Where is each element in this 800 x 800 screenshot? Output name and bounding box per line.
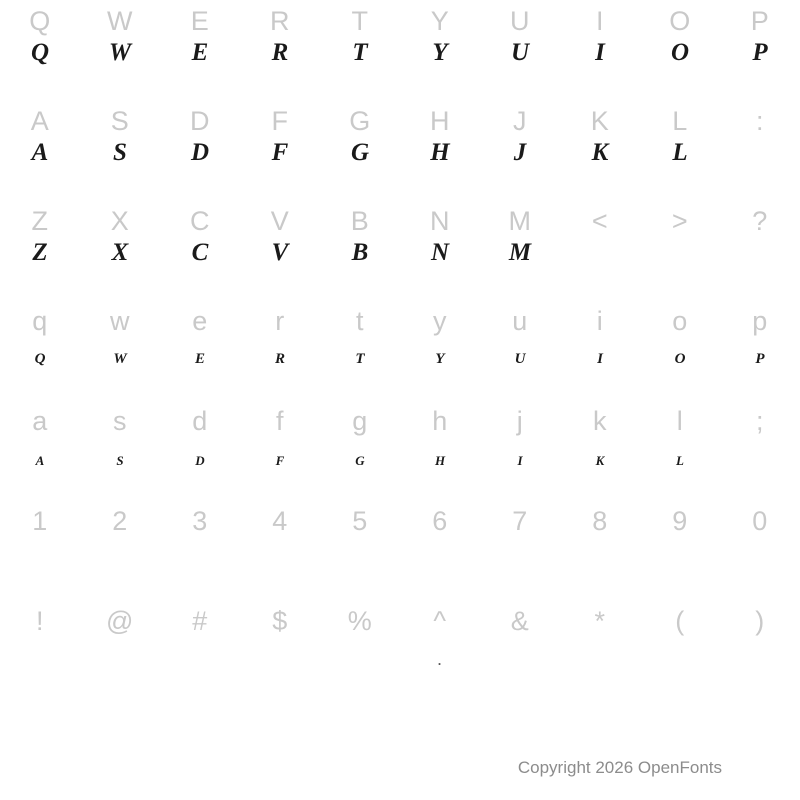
character-glyph-sample: L bbox=[676, 453, 684, 468]
specimen-cell bbox=[80, 200, 160, 300]
character-glyph-sample: V bbox=[271, 239, 289, 266]
character-key-label: k bbox=[593, 406, 607, 436]
specimen-cell bbox=[720, 600, 800, 700]
specimen-cell bbox=[720, 100, 800, 200]
specimen-cell bbox=[480, 300, 560, 400]
character-glyph-sample: Z bbox=[32, 239, 48, 266]
character-glyph-sample: J bbox=[513, 139, 527, 166]
character-key-label: a bbox=[32, 406, 48, 436]
character-key-label: u bbox=[512, 306, 528, 336]
character-glyph-sample: S bbox=[116, 453, 124, 468]
specimen-cell bbox=[400, 600, 480, 700]
character-key-label: D bbox=[190, 106, 210, 136]
specimen-cell bbox=[80, 600, 160, 700]
specimen-cell bbox=[160, 300, 240, 400]
specimen-cell bbox=[400, 300, 480, 400]
specimen-cell bbox=[720, 500, 800, 600]
character-glyph-sample: Y bbox=[432, 39, 448, 66]
specimen-cell bbox=[240, 500, 320, 600]
specimen-cell bbox=[160, 400, 240, 500]
specimen-row bbox=[0, 0, 800, 100]
character-glyph-sample: W bbox=[113, 351, 127, 367]
character-key-label: ( bbox=[675, 606, 685, 636]
character-glyph-sample: K bbox=[591, 139, 609, 166]
specimen-cell bbox=[80, 500, 160, 600]
character-glyph-sample: R bbox=[274, 351, 285, 367]
character-key-label: i bbox=[596, 306, 604, 336]
specimen-cell bbox=[240, 200, 320, 300]
character-key-label: w bbox=[110, 306, 130, 336]
specimen-cell bbox=[560, 200, 640, 300]
specimen-cell bbox=[160, 600, 240, 700]
character-glyph-sample: G bbox=[350, 139, 370, 166]
character-key-label: y bbox=[433, 306, 447, 336]
specimen-cell bbox=[720, 200, 800, 300]
character-key-label: & bbox=[510, 606, 530, 636]
character-key-label: % bbox=[347, 606, 373, 636]
specimen-row bbox=[0, 500, 800, 600]
character-key-label: j bbox=[516, 406, 524, 436]
character-key-label: 8 bbox=[592, 506, 608, 536]
character-key-label: O bbox=[669, 6, 691, 36]
specimen-cell bbox=[480, 0, 560, 100]
character-key-label: 0 bbox=[752, 506, 768, 536]
specimen-cell bbox=[80, 100, 160, 200]
specimen-cell bbox=[480, 100, 560, 200]
specimen-cell bbox=[480, 600, 560, 700]
specimen-cell bbox=[720, 400, 800, 500]
character-key-label: * bbox=[594, 606, 606, 636]
character-key-label: g bbox=[352, 406, 368, 436]
character-key-label: E bbox=[190, 6, 210, 36]
character-glyph-sample: E bbox=[191, 39, 209, 66]
character-key-label: 4 bbox=[272, 506, 288, 536]
specimen-cell bbox=[480, 200, 560, 300]
character-key-label: X bbox=[110, 206, 130, 236]
character-glyph-sample: U bbox=[514, 351, 526, 367]
specimen-cell bbox=[0, 500, 80, 600]
character-key-label: $ bbox=[272, 606, 288, 636]
character-key-label: 5 bbox=[352, 506, 368, 536]
specimen-cell bbox=[720, 0, 800, 100]
character-key-label: Q bbox=[29, 6, 51, 36]
specimen-row bbox=[0, 200, 800, 300]
character-glyph-sample: D bbox=[195, 453, 205, 468]
specimen-cell bbox=[400, 0, 480, 100]
specimen-cell bbox=[240, 0, 320, 100]
specimen-cell bbox=[80, 300, 160, 400]
character-key-label: L bbox=[672, 106, 688, 136]
character-key-label: 7 bbox=[512, 506, 528, 536]
character-key-label: q bbox=[32, 306, 48, 336]
specimen-cell bbox=[160, 500, 240, 600]
character-key-label: R bbox=[270, 6, 290, 36]
specimen-cell bbox=[320, 300, 400, 400]
character-key-label: 3 bbox=[192, 506, 208, 536]
specimen-cell bbox=[320, 500, 400, 600]
specimen-cell bbox=[400, 500, 480, 600]
specimen-cell bbox=[560, 300, 640, 400]
specimen-cell bbox=[0, 600, 80, 700]
character-glyph-sample: . bbox=[438, 653, 442, 668]
specimen-cell bbox=[640, 200, 720, 300]
character-key-label: @ bbox=[106, 606, 134, 636]
specimen-cell bbox=[400, 100, 480, 200]
character-key-label: o bbox=[672, 306, 688, 336]
character-key-label: ) bbox=[755, 606, 765, 636]
character-glyph-sample: B bbox=[351, 239, 369, 266]
character-glyph-sample: N bbox=[430, 239, 450, 266]
specimen-cell bbox=[0, 200, 80, 300]
character-glyph-sample: I bbox=[595, 39, 605, 66]
specimen-row bbox=[0, 600, 800, 700]
character-glyph-sample: T bbox=[352, 39, 368, 66]
character-glyph-sample: F bbox=[271, 139, 289, 166]
character-key-label: W bbox=[107, 6, 133, 36]
specimen-cell bbox=[240, 600, 320, 700]
specimen-cell bbox=[160, 0, 240, 100]
character-key-label: < bbox=[591, 206, 609, 236]
character-glyph-sample: P bbox=[755, 351, 765, 367]
character-glyph-sample: E bbox=[194, 351, 205, 367]
character-glyph-sample: I bbox=[597, 351, 603, 367]
character-key-label: 1 bbox=[32, 506, 48, 536]
specimen-cell bbox=[80, 0, 160, 100]
character-key-label: C bbox=[190, 206, 210, 236]
character-key-label: e bbox=[192, 306, 208, 336]
specimen-cell bbox=[320, 0, 400, 100]
specimen-cell bbox=[240, 400, 320, 500]
character-key-label: > bbox=[671, 206, 689, 236]
character-key-label: P bbox=[750, 6, 770, 36]
specimen-cell bbox=[240, 100, 320, 200]
character-key-label: r bbox=[275, 306, 285, 336]
specimen-cell bbox=[0, 300, 80, 400]
character-glyph-sample: Y bbox=[435, 351, 445, 367]
character-glyph-sample: P bbox=[752, 39, 768, 66]
character-key-label: 2 bbox=[112, 506, 128, 536]
specimen-cell bbox=[560, 100, 640, 200]
character-glyph-sample: H bbox=[434, 453, 446, 468]
specimen-row bbox=[0, 300, 800, 400]
specimen-cell bbox=[560, 400, 640, 500]
specimen-cell bbox=[720, 300, 800, 400]
specimen-cell bbox=[0, 0, 80, 100]
character-glyph-sample: O bbox=[674, 351, 686, 367]
character-key-label: H bbox=[430, 106, 450, 136]
character-glyph-sample: A bbox=[35, 453, 45, 468]
character-glyph-sample: F bbox=[275, 453, 285, 468]
specimen-row bbox=[0, 100, 800, 200]
specimen-cell bbox=[400, 400, 480, 500]
character-glyph-sample: I bbox=[517, 453, 523, 468]
specimen-cell bbox=[320, 200, 400, 300]
specimen-cell bbox=[640, 100, 720, 200]
character-key-label: S bbox=[110, 106, 130, 136]
character-glyph-sample: R bbox=[271, 39, 289, 66]
specimen-cell bbox=[240, 300, 320, 400]
specimen-cell bbox=[160, 200, 240, 300]
specimen-row bbox=[0, 400, 800, 500]
specimen-cell bbox=[560, 0, 640, 100]
character-glyph-sample: S bbox=[113, 139, 127, 166]
character-glyph-sample: G bbox=[355, 453, 365, 468]
character-glyph-sample: O bbox=[670, 39, 690, 66]
character-key-label: ^ bbox=[433, 606, 447, 636]
character-glyph-sample: Q bbox=[34, 351, 46, 367]
character-key-label: l bbox=[676, 406, 684, 436]
character-key-label: G bbox=[349, 106, 371, 136]
character-key-label: f bbox=[275, 406, 284, 436]
specimen-cell bbox=[640, 400, 720, 500]
character-key-label: ? bbox=[752, 206, 768, 236]
specimen-cell bbox=[480, 500, 560, 600]
character-key-label: K bbox=[590, 106, 610, 136]
character-key-label: M bbox=[508, 206, 532, 236]
specimen-cell bbox=[480, 400, 560, 500]
character-key-label: # bbox=[192, 606, 208, 636]
specimen-cell bbox=[320, 100, 400, 200]
character-glyph-sample: C bbox=[191, 239, 209, 266]
specimen-cell bbox=[80, 400, 160, 500]
specimen-cell bbox=[640, 600, 720, 700]
character-glyph-sample: X bbox=[111, 239, 129, 266]
specimen-cell bbox=[0, 100, 80, 200]
character-key-label: ! bbox=[35, 606, 44, 636]
specimen-cell bbox=[160, 100, 240, 200]
character-glyph-sample: T bbox=[355, 351, 365, 367]
specimen-cell bbox=[0, 400, 80, 500]
specimen-cell bbox=[560, 500, 640, 600]
specimen-cell bbox=[640, 500, 720, 600]
character-glyph-sample: W bbox=[108, 39, 132, 66]
specimen-cell bbox=[400, 200, 480, 300]
character-glyph-sample: A bbox=[31, 139, 49, 166]
character-key-label: t bbox=[355, 306, 364, 336]
specimen-cell bbox=[320, 400, 400, 500]
character-key-label: T bbox=[351, 6, 369, 36]
character-key-label: 6 bbox=[432, 506, 448, 536]
character-key-label: d bbox=[192, 406, 208, 436]
character-glyph-sample: Q bbox=[30, 39, 50, 66]
character-key-label: I bbox=[595, 6, 604, 36]
character-key-label: N bbox=[430, 206, 450, 236]
character-glyph-sample: K bbox=[595, 453, 605, 468]
character-key-label: Y bbox=[430, 6, 450, 36]
character-glyph-sample: D bbox=[190, 139, 210, 166]
character-key-label: h bbox=[432, 406, 448, 436]
character-key-label: ; bbox=[755, 406, 764, 436]
specimen-cell bbox=[320, 600, 400, 700]
character-key-label: s bbox=[113, 406, 127, 436]
specimen-cell bbox=[560, 600, 640, 700]
character-key-label: 9 bbox=[672, 506, 688, 536]
character-glyph-sample: L bbox=[672, 139, 688, 166]
character-key-label: B bbox=[350, 206, 370, 236]
character-key-label: Z bbox=[31, 206, 49, 236]
character-key-label: V bbox=[270, 206, 290, 236]
specimen-cell bbox=[640, 0, 720, 100]
character-key-label: A bbox=[30, 106, 50, 136]
character-key-label: U bbox=[510, 6, 530, 36]
character-glyph-sample: H bbox=[430, 139, 450, 166]
character-glyph-sample: M bbox=[508, 239, 532, 266]
copyright-notice: Copyright 2026 OpenFonts bbox=[517, 758, 722, 777]
character-key-label: : bbox=[755, 106, 764, 136]
character-key-label: J bbox=[513, 106, 527, 136]
character-key-label: p bbox=[752, 306, 768, 336]
character-glyph-sample: U bbox=[510, 39, 530, 66]
character-key-label: F bbox=[271, 106, 289, 136]
specimen-cell bbox=[640, 300, 720, 400]
